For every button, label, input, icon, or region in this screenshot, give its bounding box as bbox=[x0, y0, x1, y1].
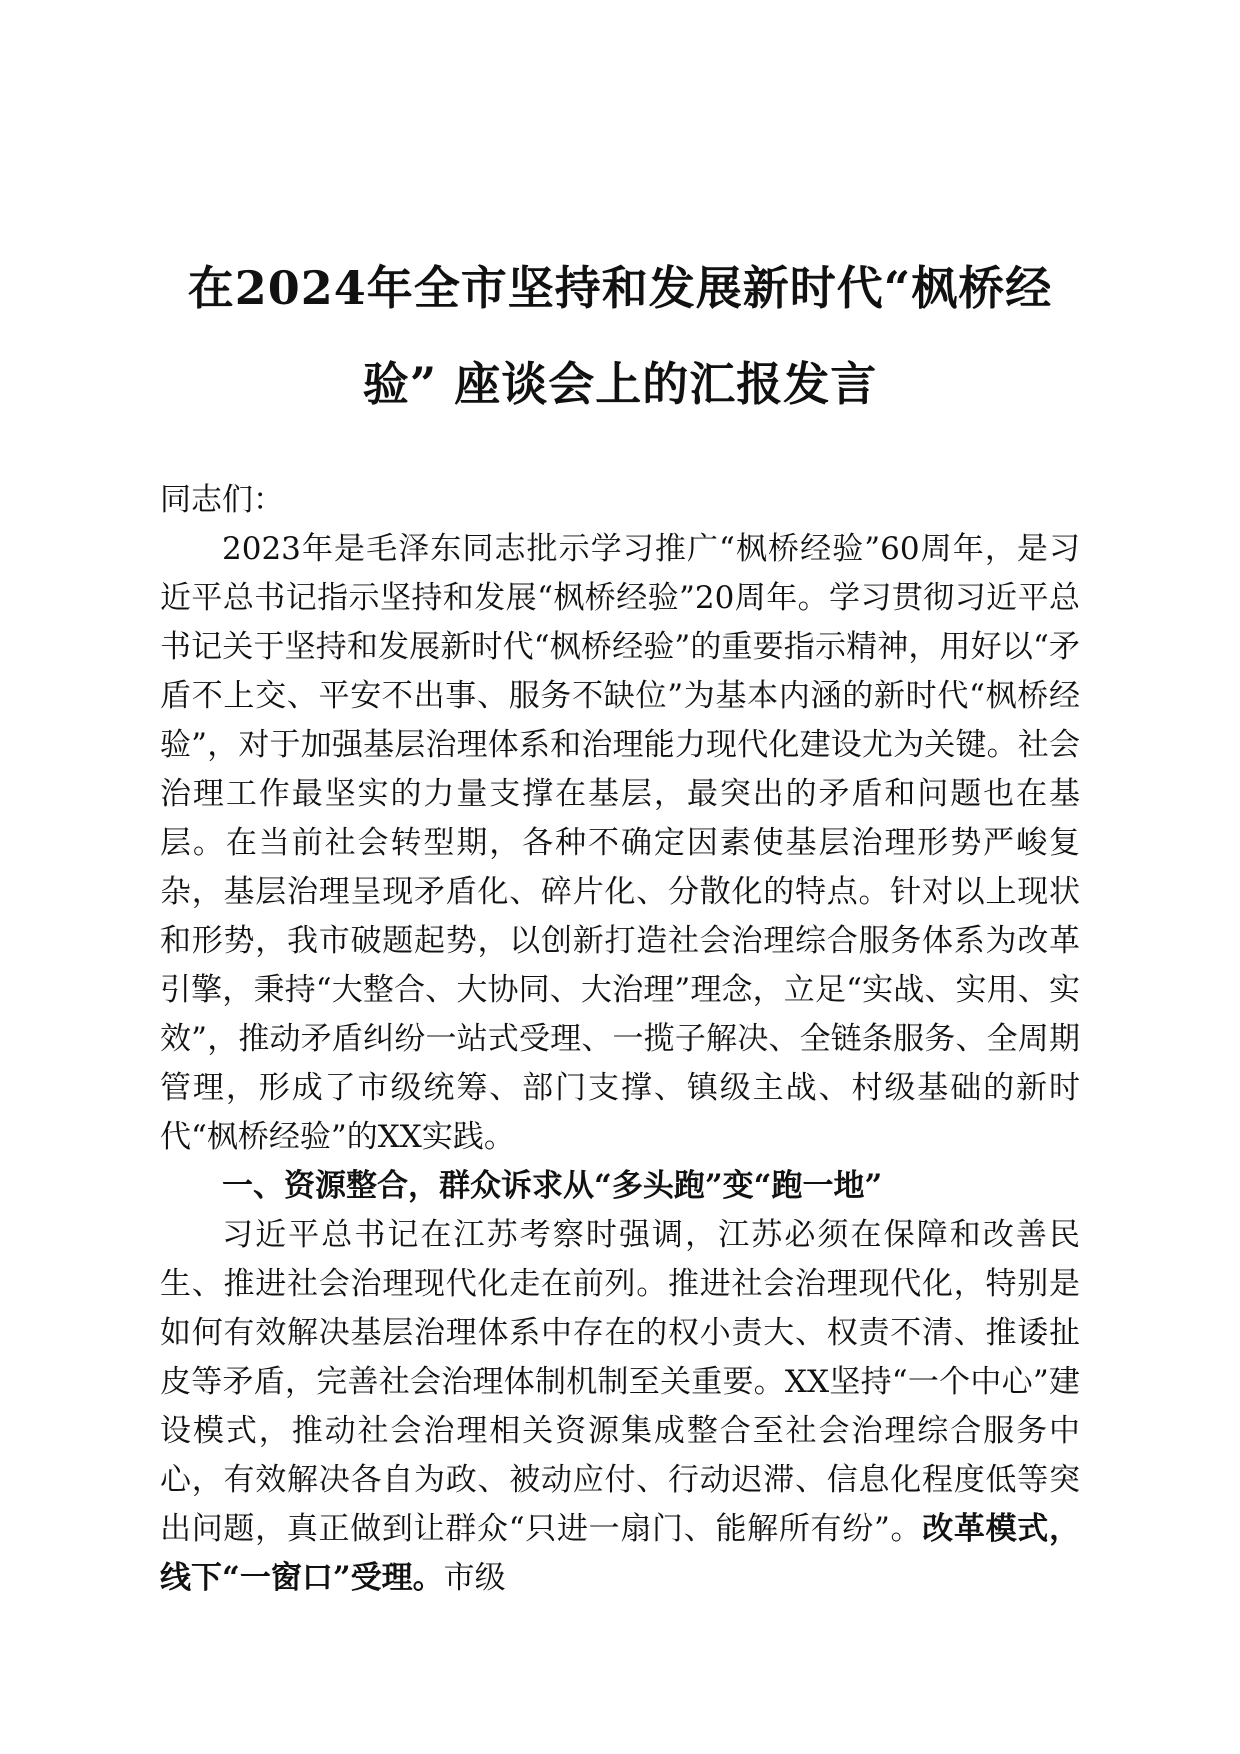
section-1-paragraph bbox=[160, 1211, 1080, 1603]
intro-paragraph: 2023年是毛泽东同志批示学习推广“枫桥经验”60周年，是习近平总书记指示坚持和发展“枫桥经验”20周年。学习贯彻习近平总书记关于坚持和发展新时代“枫桥经验”的重要指示精神，用好以“矛盾不上交、平安不出事、服务不缺位”为基本内涵的新时代“枫桥经验”，对于加强基层治理体系和治理能力现代化建设尤为关键。社会治理工作最坚实的力量支撑在基层，最突出的矛盾和问题也在基层。在当前社会转型期，各种不确定因素使基层治理形势严峻复杂，基层治理呈现矛盾化、碎片化、分散化的特点。针对以上现状和形势，我市破题起势，以创新打造社会治理综合服务体系为改革引擎，秉持“大整合、大协同、大治理”理念，立足“实战、实用、实效”，推动矛盾纠纷一站式受理、一揽子解决、全链条服务、全周期管理，形成了市级统筹、部门支撑、镇级主战、村级基础的新时代“枫桥经验”的XX实践。 bbox=[160, 531, 1080, 1155]
title-line-2: 验” 座谈会上的汇报发言 bbox=[362, 357, 878, 411]
title-line-1: 在2024年全市坚持和发展新时代“枫桥经 bbox=[187, 261, 1053, 315]
salutation: 同志们： bbox=[160, 482, 284, 518]
section-heading-1: 一、资源整合，群众诉求从“多头跑”变“跑一地” bbox=[222, 1168, 883, 1204]
section-1-tail: 市级 bbox=[443, 1560, 506, 1596]
section-1-text: 习近平总书记在江苏考察时强调，江苏必须在保障和改善民生、推进社会治理现代化走在前列。推进社会治理现代化，特别是如何有效解决基层治理体系中存在的权小责大、权责不清、推诿扯皮等矛盾，完善社会治理体制机制至关重要。XX坚持“一个中心”建设模式，推动社会治理相关资源集成整合至社会治理综合服务中心，有效解决各自为政、被动应付、行动迟滞、信息化程度低等突出问题，真正做到让群众“只进一扇门、能解所有纷”。 bbox=[160, 1217, 1080, 1547]
section-1-bold-phrase: 改革模式，线下“一窗口”受理。 bbox=[160, 1511, 1081, 1596]
document-body bbox=[160, 476, 1080, 1603]
document-title bbox=[150, 240, 1090, 432]
